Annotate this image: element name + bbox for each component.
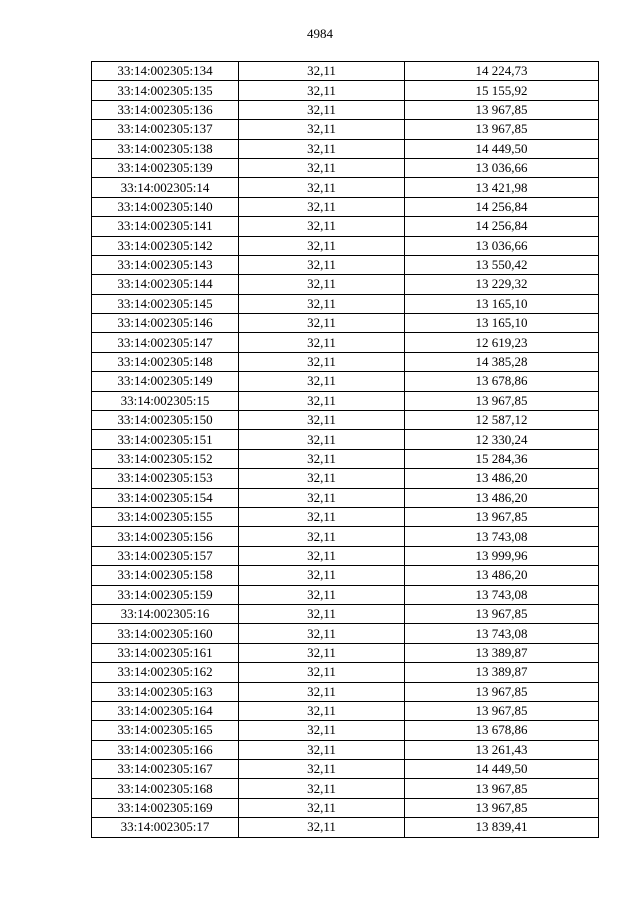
rate-cell: 32,11 [239,430,405,449]
value-cell: 13 839,41 [405,818,599,837]
cadastral-number-cell: 33:14:002305:146 [92,314,239,333]
value-cell: 13 743,08 [405,527,599,546]
table-row [92,488,599,507]
value-cell: 13 743,08 [405,624,599,643]
value-cell: 13 967,85 [405,701,599,720]
table-row [92,236,599,255]
cadastral-number-cell: 33:14:002305:152 [92,449,239,468]
cadastral-number-cell: 33:14:002305:148 [92,352,239,371]
cadastral-number-cell: 33:14:002305:166 [92,740,239,759]
rate-cell: 32,11 [239,604,405,623]
value-cell: 13 389,87 [405,663,599,682]
table-row [92,469,599,488]
rate-cell: 32,11 [239,255,405,274]
table-row [92,62,599,81]
table-row [92,624,599,643]
table-row [92,721,599,740]
page-number: 4984 [307,26,333,41]
value-cell: 13 550,42 [405,255,599,274]
value-cell: 13 678,86 [405,721,599,740]
rate-cell: 32,11 [239,236,405,255]
value-cell: 13 486,20 [405,469,599,488]
cadastral-number-cell: 33:14:002305:167 [92,760,239,779]
value-cell: 14 385,28 [405,352,599,371]
cadastral-number-cell: 33:14:002305:158 [92,566,239,585]
value-cell: 13 229,32 [405,275,599,294]
rate-cell: 32,11 [239,798,405,817]
table-row [92,604,599,623]
cadastral-number-cell: 33:14:002305:155 [92,507,239,526]
rate-cell: 32,11 [239,488,405,507]
value-cell: 13 967,85 [405,120,599,139]
rate-cell: 32,11 [239,624,405,643]
rate-cell: 32,11 [239,682,405,701]
cadastral-number-cell: 33:14:002305:142 [92,236,239,255]
value-cell: 13 165,10 [405,294,599,313]
table-row [92,255,599,274]
rate-cell: 32,11 [239,314,405,333]
cadastral-number-cell: 33:14:002305:141 [92,217,239,236]
rate-cell: 32,11 [239,566,405,585]
value-cell: 15 284,36 [405,449,599,468]
cadastral-number-cell: 33:14:002305:149 [92,372,239,391]
table-row [92,352,599,371]
cadastral-number-cell: 33:14:002305:138 [92,139,239,158]
table-row [92,566,599,585]
rate-cell: 32,11 [239,372,405,391]
value-cell: 15 155,92 [405,81,599,100]
rate-cell: 32,11 [239,507,405,526]
rate-cell: 32,11 [239,643,405,662]
value-cell: 14 256,84 [405,217,599,236]
value-cell: 12 330,24 [405,430,599,449]
cadastral-number-cell: 33:14:002305:137 [92,120,239,139]
table-row [92,178,599,197]
cadastral-number-cell: 33:14:002305:144 [92,275,239,294]
cadastral-number-cell: 33:14:002305:154 [92,488,239,507]
value-cell: 12 619,23 [405,333,599,352]
table-row [92,314,599,333]
cadastral-number-cell: 33:14:002305:165 [92,721,239,740]
value-cell: 13 967,85 [405,682,599,701]
cadastral-number-cell: 33:14:002305:17 [92,818,239,837]
rate-cell: 32,11 [239,449,405,468]
value-cell: 13 967,85 [405,604,599,623]
rate-cell: 32,11 [239,663,405,682]
data-table [91,61,599,838]
rate-cell: 32,11 [239,411,405,430]
rate-cell: 32,11 [239,546,405,565]
rate-cell: 32,11 [239,158,405,177]
table-row [92,139,599,158]
cadastral-number-cell: 33:14:002305:157 [92,546,239,565]
value-cell: 13 967,85 [405,507,599,526]
rate-cell: 32,11 [239,294,405,313]
cadastral-number-cell: 33:14:002305:135 [92,81,239,100]
table-row [92,585,599,604]
table-row [92,217,599,236]
table-row [92,760,599,779]
value-cell: 13 261,43 [405,740,599,759]
value-cell: 13 967,85 [405,100,599,119]
value-cell: 13 743,08 [405,585,599,604]
cadastral-number-cell: 33:14:002305:147 [92,333,239,352]
cadastral-number-cell: 33:14:002305:15 [92,391,239,410]
value-cell: 13 999,96 [405,546,599,565]
table-row [92,527,599,546]
table-row [92,275,599,294]
cadastral-number-cell: 33:14:002305:143 [92,255,239,274]
cadastral-number-cell: 33:14:002305:151 [92,430,239,449]
cadastral-number-cell: 33:14:002305:140 [92,197,239,216]
value-cell: 13 389,87 [405,643,599,662]
table-row [92,779,599,798]
rate-cell: 32,11 [239,779,405,798]
cadastral-number-cell: 33:14:002305:161 [92,643,239,662]
rate-cell: 32,11 [239,469,405,488]
value-cell: 13 678,86 [405,372,599,391]
rate-cell: 32,11 [239,818,405,837]
rate-cell: 32,11 [239,100,405,119]
table-row [92,197,599,216]
cadastral-number-cell: 33:14:002305:134 [92,62,239,81]
cadastral-number-cell: 33:14:002305:136 [92,100,239,119]
rate-cell: 32,11 [239,139,405,158]
value-cell: 14 224,73 [405,62,599,81]
table-row [92,430,599,449]
cadastral-number-cell: 33:14:002305:145 [92,294,239,313]
rate-cell: 32,11 [239,701,405,720]
table-row [92,798,599,817]
rate-cell: 32,11 [239,352,405,371]
value-cell: 14 256,84 [405,197,599,216]
rate-cell: 32,11 [239,585,405,604]
table-row [92,701,599,720]
cadastral-number-cell: 33:14:002305:169 [92,798,239,817]
table-row [92,294,599,313]
rate-cell: 32,11 [239,62,405,81]
rate-cell: 32,11 [239,178,405,197]
table-row [92,507,599,526]
cadastral-number-cell: 33:14:002305:162 [92,663,239,682]
table-row [92,333,599,352]
table-row [92,449,599,468]
rate-cell: 32,11 [239,120,405,139]
table-row [92,411,599,430]
value-cell: 13 036,66 [405,158,599,177]
value-cell: 13 967,85 [405,779,599,798]
table-row [92,740,599,759]
table-row [92,100,599,119]
value-cell: 13 421,98 [405,178,599,197]
value-cell: 13 486,20 [405,488,599,507]
table-row [92,391,599,410]
rate-cell: 32,11 [239,527,405,546]
table-row [92,120,599,139]
value-cell: 13 165,10 [405,314,599,333]
rate-cell: 32,11 [239,81,405,100]
rate-cell: 32,11 [239,275,405,294]
value-cell: 13 967,85 [405,798,599,817]
table-row [92,546,599,565]
rate-cell: 32,11 [239,391,405,410]
value-cell: 13 486,20 [405,566,599,585]
value-cell: 13 967,85 [405,391,599,410]
cadastral-number-cell: 33:14:002305:159 [92,585,239,604]
value-cell: 14 449,50 [405,139,599,158]
cadastral-number-cell: 33:14:002305:16 [92,604,239,623]
cadastral-number-cell: 33:14:002305:168 [92,779,239,798]
cadastral-number-cell: 33:14:002305:150 [92,411,239,430]
table-row [92,158,599,177]
table-row [92,818,599,837]
cadastral-number-cell: 33:14:002305:160 [92,624,239,643]
rate-cell: 32,11 [239,217,405,236]
rate-cell: 32,11 [239,721,405,740]
rate-cell: 32,11 [239,197,405,216]
cadastral-number-cell: 33:14:002305:153 [92,469,239,488]
table-row [92,643,599,662]
rate-cell: 32,11 [239,740,405,759]
cadastral-number-cell: 33:14:002305:163 [92,682,239,701]
cadastral-number-cell: 33:14:002305:14 [92,178,239,197]
value-cell: 13 036,66 [405,236,599,255]
cadastral-number-cell: 33:14:002305:156 [92,527,239,546]
table-row [92,372,599,391]
value-cell: 12 587,12 [405,411,599,430]
table-row [92,663,599,682]
rate-cell: 32,11 [239,760,405,779]
cadastral-number-cell: 33:14:002305:139 [92,158,239,177]
table-row [92,682,599,701]
value-cell: 14 449,50 [405,760,599,779]
table-row [92,81,599,100]
cadastral-number-cell: 33:14:002305:164 [92,701,239,720]
table-body [92,62,599,838]
rate-cell: 32,11 [239,333,405,352]
